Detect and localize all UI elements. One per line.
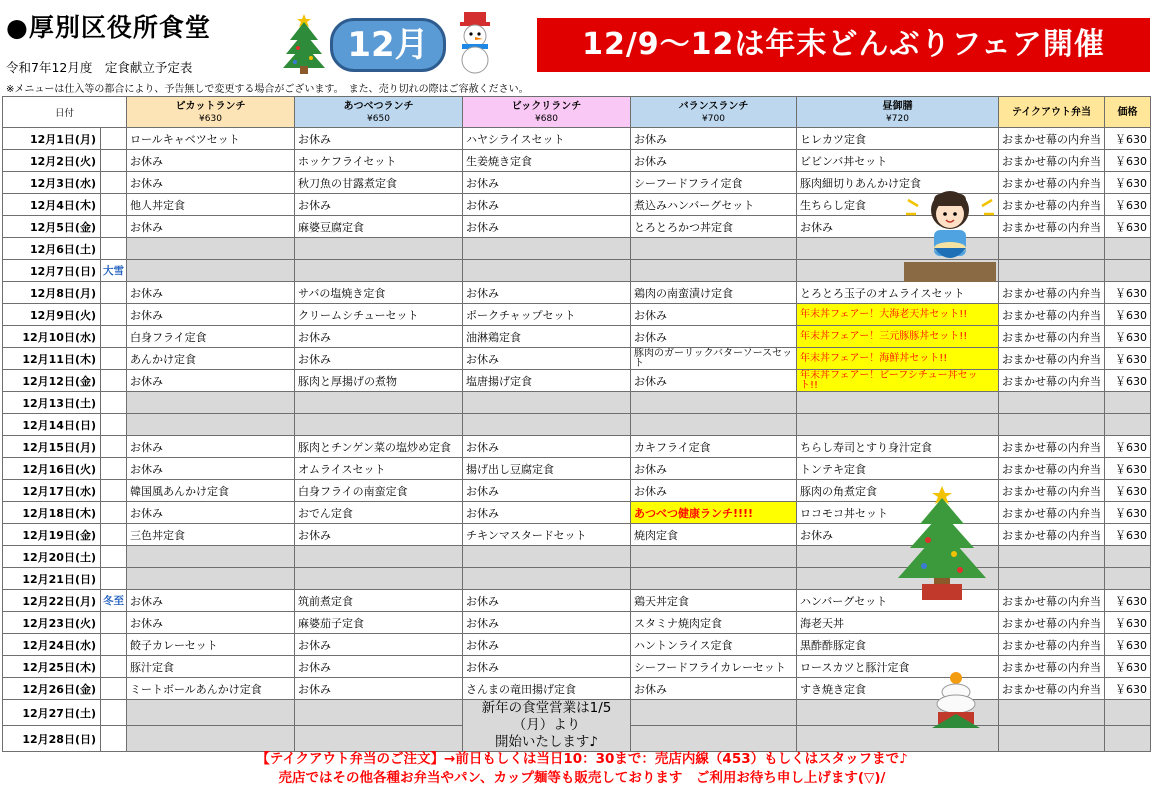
closed-cell (631, 392, 797, 414)
balance-cell: あつべつ健康ランチ!!!! (631, 502, 797, 524)
date-cell: 12月9日(火) (3, 304, 101, 326)
date-note-cell: 冬至 (101, 590, 127, 612)
pikkat-cell: お休み (127, 370, 295, 392)
price-cell: ￥630 (1105, 128, 1151, 150)
pikkat-cell: 白身フライ定食 (127, 326, 295, 348)
date-note-cell (101, 524, 127, 546)
closed-cell (127, 414, 295, 436)
hirugozen-cell: ハンバーグセット (797, 590, 999, 612)
date-note-cell (101, 502, 127, 524)
new-year-message-line: 開始いたします♪ (494, 734, 599, 750)
date-note-cell (101, 304, 127, 326)
closed-cell (999, 260, 1105, 282)
takeout-cell: おまかせ幕の内弁当 (999, 216, 1105, 238)
balance-cell: カキフライ定食 (631, 436, 797, 458)
bikkuri-cell: 塩唐揚げ定食 (463, 370, 631, 392)
atsubetsu-cell: お休み (295, 524, 463, 546)
month-label: 12月 (330, 18, 446, 72)
price-cell: ￥630 (1105, 480, 1151, 502)
takeout-cell: おまかせ幕の内弁当 (999, 458, 1105, 480)
takeout-cell: おまかせ幕の内弁当 (999, 436, 1105, 458)
balance-cell: お休み (631, 304, 797, 326)
table-row (3, 326, 1151, 348)
closed-cell (463, 568, 631, 590)
bikkuri-cell: ハヤシライスセット (463, 128, 631, 150)
takeout-cell: おまかせ幕の内弁当 (999, 326, 1105, 348)
atsubetsu-cell: 筑前煮定食 (295, 590, 463, 612)
column-header-price (1105, 97, 1151, 128)
date-cell: 12月18日(木) (3, 502, 101, 524)
closed-cell (127, 568, 295, 590)
atsubetsu-cell: 豚肉と厚揚げの煮物 (295, 370, 463, 392)
atsubetsu-cell: 麻婆茄子定食 (295, 612, 463, 634)
month-badge (282, 8, 502, 74)
pikkat-cell: お休み (127, 216, 295, 238)
balance-cell: ハントンライス定食 (631, 634, 797, 656)
date-note-cell (101, 370, 127, 392)
takeout-cell: おまかせ幕の内弁当 (999, 502, 1105, 524)
date-cell: 12月6日(土) (3, 238, 101, 260)
atsubetsu-name: あつべつランチ (343, 100, 414, 112)
hirugozen-cell: 年末丼フェアー！海鮮丼セット!! (797, 348, 999, 370)
kagami-mochi-icon (930, 670, 982, 730)
date-note-cell (101, 150, 127, 172)
date-note-cell (101, 700, 127, 726)
date-note-cell (101, 678, 127, 700)
balance-price: ¥700 (702, 113, 725, 124)
bikkuri-cell: お休み (463, 282, 631, 304)
date-cell: 12月13日(土) (3, 392, 101, 414)
header-row (3, 97, 1151, 128)
pikkat-name: ピカットランチ (175, 100, 246, 112)
hirugozen-cell: お休み (797, 216, 999, 238)
closed-cell (1105, 392, 1151, 414)
date-note-cell (101, 238, 127, 260)
table-row (3, 634, 1151, 656)
shop-info: 売店ではその他各種お弁当やパン、カップ麺等も販売しております ご利用お待ち申し上げます(▽)/ (278, 770, 886, 786)
atsubetsu-cell: ホッケフライセット (295, 150, 463, 172)
date-cell: 12月1日(月) (3, 128, 101, 150)
pikkat-cell: お休み (127, 172, 295, 194)
date-cell: 12月3日(水) (3, 172, 101, 194)
fair-banner: 12/9～12は年末どんぶりフェア開催 (537, 18, 1150, 72)
price-cell: ￥630 (1105, 216, 1151, 238)
closed-cell (1105, 238, 1151, 260)
closed-cell (295, 392, 463, 414)
closed-cell (797, 414, 999, 436)
date-cell: 12月19日(金) (3, 524, 101, 546)
hirugozen-cell: とろとろ玉子のオムライスセット (797, 282, 999, 304)
date-cell: 12月12日(金) (3, 370, 101, 392)
hirugozen-cell: お休み (797, 524, 999, 546)
date-note-cell (101, 726, 127, 752)
date-note-cell (101, 436, 127, 458)
date-cell: 12月24日(水) (3, 634, 101, 656)
atsubetsu-cell: クリームシチューセット (295, 304, 463, 326)
price-cell: ￥630 (1105, 326, 1151, 348)
closed-cell (295, 238, 463, 260)
closed-cell (463, 392, 631, 414)
price-name: 価格 (1117, 106, 1138, 118)
christmas-tree-icon (888, 484, 996, 608)
closed-cell (999, 392, 1105, 414)
price-cell: ￥630 (1105, 304, 1151, 326)
takeout-cell: おまかせ幕の内弁当 (999, 282, 1105, 304)
date-cell: 12月17日(水) (3, 480, 101, 502)
closed-cell (463, 260, 631, 282)
price-cell: ￥630 (1105, 524, 1151, 546)
closed-cell (463, 238, 631, 260)
date-note-cell (101, 458, 127, 480)
closed-cell (127, 546, 295, 568)
takeout-cell: おまかせ幕の内弁当 (999, 678, 1105, 700)
page-subtitle: 令和7年12月度 定食献立予定表 (6, 60, 193, 75)
date-note-cell (101, 546, 127, 568)
pikkat-cell: お休み (127, 612, 295, 634)
closed-cell (463, 546, 631, 568)
pikkat-cell: ミートボールあんかけ定食 (127, 678, 295, 700)
bikkuri-cell: お休み (463, 348, 631, 370)
footer (0, 750, 1164, 788)
closed-cell (1105, 414, 1151, 436)
date-note-cell (101, 634, 127, 656)
closed-cell (1105, 568, 1151, 590)
table-row (3, 282, 1151, 304)
date-cell: 12月15日(月) (3, 436, 101, 458)
bikkuri-cell: お休み (463, 216, 631, 238)
hirugozen-cell: 生ちらし定食 (797, 194, 999, 216)
table-row (3, 348, 1151, 370)
hirugozen-name: 昼御膳 (882, 100, 913, 112)
closed-cell (631, 726, 797, 752)
new-year-message-line: 新年の食堂営業は1/5（月）より (481, 700, 612, 733)
snowman-icon (452, 10, 498, 74)
bikkuri-cell: 生姜焼き定食 (463, 150, 631, 172)
table-row (3, 304, 1151, 326)
pikkat-cell: お休み (127, 458, 295, 480)
balance-cell: 煮込みハンバーグセット (631, 194, 797, 216)
takeout-cell: おまかせ幕の内弁当 (999, 348, 1105, 370)
column-header-date (3, 97, 127, 128)
hirugozen-cell: 豚肉の角煮定食 (797, 480, 999, 502)
notice-text: ※メニューは仕入等の都合により、予告無しで変更する場合がございます。 また、売り切れの際はご容赦ください。 (6, 84, 529, 95)
date-cell: 12月7日(日) (3, 260, 101, 282)
date-cell: 12月16日(火) (3, 458, 101, 480)
closed-cell (631, 546, 797, 568)
balance-cell: スタミナ焼肉定食 (631, 612, 797, 634)
takeout-cell: おまかせ幕の内弁当 (999, 128, 1105, 150)
atsubetsu-cell: お休み (295, 656, 463, 678)
bikkuri-cell: お休み (463, 172, 631, 194)
pikkat-price: ¥630 (199, 113, 222, 124)
date-note-cell: 大雪 (101, 260, 127, 282)
hirugozen-cell: 黒酢酢豚定食 (797, 634, 999, 656)
date-note-cell (101, 414, 127, 436)
balance-cell: お休み (631, 326, 797, 348)
date-note-cell (101, 568, 127, 590)
price-cell: ￥630 (1105, 194, 1151, 216)
girl-with-donburi-icon (904, 186, 996, 282)
hirugozen-price: ¥720 (886, 113, 909, 124)
date-note-cell (101, 480, 127, 502)
atsubetsu-cell: お休み (295, 194, 463, 216)
date-cell: 12月25日(木) (3, 656, 101, 678)
table-row (3, 370, 1151, 392)
closed-cell (631, 238, 797, 260)
hirugozen-cell: ロースカツと豚汁定食 (797, 656, 999, 678)
balance-cell: お休み (631, 150, 797, 172)
closed-cell (1105, 546, 1151, 568)
bikkuri-cell: 油淋鶏定食 (463, 326, 631, 348)
pikkat-cell: 他人丼定食 (127, 194, 295, 216)
bikkuri-cell: ポークチャップセット (463, 304, 631, 326)
atsubetsu-cell: 秋刀魚の甘露煮定食 (295, 172, 463, 194)
bikkuri-name: ビックリランチ (511, 100, 582, 112)
date-cell: 12月5日(金) (3, 216, 101, 238)
atsubetsu-cell: 豚肉とチンゲン菜の塩炒め定食 (295, 436, 463, 458)
new-year-message (463, 700, 631, 752)
closed-cell (127, 238, 295, 260)
price-cell: ￥630 (1105, 634, 1151, 656)
date-note-cell (101, 282, 127, 304)
closed-cell (999, 726, 1105, 752)
page-title: ●厚別区役所食堂 (6, 13, 211, 42)
closed-cell (295, 726, 463, 752)
date-cell: 12月28日(日) (3, 726, 101, 752)
date-note-cell (101, 194, 127, 216)
closed-cell (1105, 700, 1151, 726)
hirugozen-cell: トンテキ定食 (797, 458, 999, 480)
date-header-label: 日付 (54, 108, 74, 119)
balance-cell: とろとろかつ丼定食 (631, 216, 797, 238)
price-cell: ￥630 (1105, 150, 1151, 172)
pikkat-cell: ロールキャベツセット (127, 128, 295, 150)
closed-cell (295, 700, 463, 726)
takeout-cell: おまかせ幕の内弁当 (999, 634, 1105, 656)
header (0, 0, 1164, 96)
bikkuri-cell: さんまの竜田揚げ定食 (463, 678, 631, 700)
date-note-cell (101, 392, 127, 414)
price-cell: ￥630 (1105, 172, 1151, 194)
closed-cell (631, 568, 797, 590)
atsubetsu-cell: サバの塩焼き定食 (295, 282, 463, 304)
pikkat-cell: お休み (127, 282, 295, 304)
balance-cell: 豚肉のガーリックバターソースセット (631, 348, 797, 370)
bikkuri-cell: お休み (463, 590, 631, 612)
table-row (3, 436, 1151, 458)
closed-cell (999, 546, 1105, 568)
atsubetsu-cell: お休み (295, 678, 463, 700)
atsubetsu-cell: お休み (295, 326, 463, 348)
date-cell: 12月20日(土) (3, 546, 101, 568)
atsubetsu-cell: お休み (295, 128, 463, 150)
date-cell: 12月22日(月) (3, 590, 101, 612)
price-cell: ￥630 (1105, 370, 1151, 392)
bikkuri-cell: お休み (463, 634, 631, 656)
date-note-cell (101, 128, 127, 150)
bikkuri-cell: お休み (463, 436, 631, 458)
pikkat-cell: 餃子カレーセット (127, 634, 295, 656)
takeout-order-info: 【テイクアウト弁当のご注文】→前日もしくは当日10：30まで：売店内線（453）もしくはスタッフまで♪ (256, 751, 908, 767)
date-note-cell (101, 656, 127, 678)
date-cell: 12月11日(木) (3, 348, 101, 370)
closed-cell (1105, 260, 1151, 282)
date-note-cell (101, 216, 127, 238)
atsubetsu-price: ¥650 (367, 113, 390, 124)
date-note-cell (101, 326, 127, 348)
date-note-cell (101, 612, 127, 634)
price-cell: ￥630 (1105, 348, 1151, 370)
date-cell: 12月8日(月) (3, 282, 101, 304)
balance-cell: お休み (631, 480, 797, 502)
takeout-name: テイクアウト弁当 (1011, 106, 1092, 118)
atsubetsu-cell: 白身フライの南蛮定食 (295, 480, 463, 502)
pikkat-cell: あんかけ定食 (127, 348, 295, 370)
closed-cell (797, 392, 999, 414)
hirugozen-cell: 年末丼フェアー！ビーフシチュー丼セット!! (797, 370, 999, 392)
price-cell: ￥630 (1105, 612, 1151, 634)
table-row (3, 414, 1151, 436)
closed-cell (295, 414, 463, 436)
bikkuri-cell: お休み (463, 194, 631, 216)
closed-cell (999, 700, 1105, 726)
closed-cell (463, 414, 631, 436)
price-cell: ￥630 (1105, 282, 1151, 304)
hirugozen-cell: 年末丼フェアー！三元豚豚丼セット!! (797, 326, 999, 348)
table-row (3, 458, 1151, 480)
atsubetsu-cell: おでん定食 (295, 502, 463, 524)
closed-cell (127, 260, 295, 282)
takeout-cell: おまかせ幕の内弁当 (999, 612, 1105, 634)
balance-name: バランスランチ (678, 100, 749, 112)
closed-cell (295, 260, 463, 282)
balance-cell: 焼肉定食 (631, 524, 797, 546)
table-row (3, 128, 1151, 150)
hirugozen-cell: ビビンバ丼セット (797, 150, 999, 172)
price-cell: ￥630 (1105, 678, 1151, 700)
table-row (3, 150, 1151, 172)
closed-cell (999, 238, 1105, 260)
atsubetsu-cell: お休み (295, 348, 463, 370)
takeout-cell: おまかせ幕の内弁当 (999, 480, 1105, 502)
bikkuri-cell: 揚げ出し豆腐定食 (463, 458, 631, 480)
closed-cell (127, 700, 295, 726)
date-cell: 12月26日(金) (3, 678, 101, 700)
takeout-cell: おまかせ幕の内弁当 (999, 656, 1105, 678)
column-header-hirugozen (797, 97, 999, 128)
hirugozen-cell: すき焼き定食 (797, 678, 999, 700)
hirugozen-cell: 年末丼フェアー！大海老天丼セット!! (797, 304, 999, 326)
takeout-cell: おまかせ幕の内弁当 (999, 524, 1105, 546)
date-note-cell (101, 348, 127, 370)
column-header-bikkuri (463, 97, 631, 128)
balance-cell: お休み (631, 458, 797, 480)
takeout-cell: おまかせ幕の内弁当 (999, 150, 1105, 172)
date-cell: 12月4日(木) (3, 194, 101, 216)
price-cell: ￥630 (1105, 502, 1151, 524)
takeout-cell: おまかせ幕の内弁当 (999, 172, 1105, 194)
date-cell: 12月10日(水) (3, 326, 101, 348)
date-cell: 12月14日(日) (3, 414, 101, 436)
price-cell: ￥630 (1105, 656, 1151, 678)
bikkuri-cell: お休み (463, 502, 631, 524)
balance-cell: シーフードフライ定食 (631, 172, 797, 194)
pikkat-cell: 豚汁定食 (127, 656, 295, 678)
column-header-pikkat (127, 97, 295, 128)
price-cell: ￥630 (1105, 458, 1151, 480)
balance-cell: 鶏天丼定食 (631, 590, 797, 612)
closed-cell (999, 414, 1105, 436)
closed-cell (295, 568, 463, 590)
takeout-cell: おまかせ幕の内弁当 (999, 194, 1105, 216)
bikkuri-cell: チキンマスタードセット (463, 524, 631, 546)
hirugozen-cell: 海老天丼 (797, 612, 999, 634)
hirugozen-cell: ロコモコ丼セット (797, 502, 999, 524)
date-cell: 12月27日(土) (3, 700, 101, 726)
atsubetsu-cell: 麻婆豆腐定食 (295, 216, 463, 238)
closed-cell (631, 414, 797, 436)
closed-cell (1105, 726, 1151, 752)
date-note-cell (101, 172, 127, 194)
balance-cell: お休み (631, 370, 797, 392)
closed-cell (127, 726, 295, 752)
hirugozen-cell: 豚肉細切りあんかけ定食 (797, 172, 999, 194)
bikkuri-cell: お休み (463, 612, 631, 634)
date-cell: 12月21日(日) (3, 568, 101, 590)
atsubetsu-cell: オムライスセット (295, 458, 463, 480)
takeout-cell: おまかせ幕の内弁当 (999, 304, 1105, 326)
atsubetsu-cell: お休み (295, 634, 463, 656)
hirugozen-cell: ちらし寿司とすり身汁定食 (797, 436, 999, 458)
price-cell: ￥630 (1105, 436, 1151, 458)
bikkuri-cell: お休み (463, 480, 631, 502)
column-header-takeout (999, 97, 1105, 128)
closed-cell (631, 260, 797, 282)
table-row (3, 612, 1151, 634)
takeout-cell: おまかせ幕の内弁当 (999, 370, 1105, 392)
table-row (3, 392, 1151, 414)
pikkat-cell: お休み (127, 304, 295, 326)
pikkat-cell: お休み (127, 502, 295, 524)
balance-cell: お休み (631, 678, 797, 700)
closed-cell (127, 392, 295, 414)
christmas-tree-icon (282, 10, 326, 74)
pikkat-cell: 三色丼定食 (127, 524, 295, 546)
pikkat-cell: お休み (127, 590, 295, 612)
balance-cell: シーフードフライカレーセット (631, 656, 797, 678)
closed-cell (295, 546, 463, 568)
date-cell: 12月2日(火) (3, 150, 101, 172)
closed-cell (631, 700, 797, 726)
hirugozen-cell: ヒレカツ定食 (797, 128, 999, 150)
pikkat-cell: お休み (127, 436, 295, 458)
bikkuri-cell: お休み (463, 656, 631, 678)
column-header-balance (631, 97, 797, 128)
balance-cell: 鶏肉の南蛮漬け定食 (631, 282, 797, 304)
pikkat-cell: 韓国風あんかけ定食 (127, 480, 295, 502)
date-cell: 12月23日(火) (3, 612, 101, 634)
column-header-atsubetsu (295, 97, 463, 128)
closed-cell (999, 568, 1105, 590)
pikkat-cell: お休み (127, 150, 295, 172)
price-cell: ￥630 (1105, 590, 1151, 612)
bikkuri-price: ¥680 (535, 113, 558, 124)
takeout-cell: おまかせ幕の内弁当 (999, 590, 1105, 612)
balance-cell: お休み (631, 128, 797, 150)
